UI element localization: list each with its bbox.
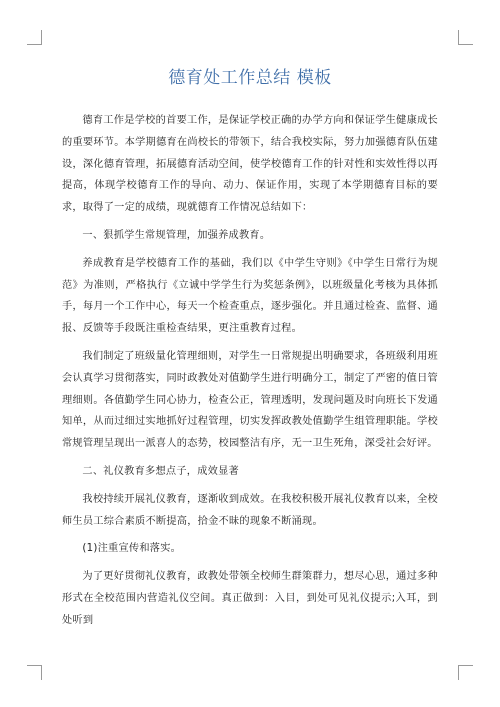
crop-mark-bottom-left bbox=[27, 665, 42, 680]
crop-mark-bottom-right bbox=[458, 665, 473, 680]
document-title: 德育处工作总结 模板 bbox=[168, 68, 332, 88]
document-body bbox=[62, 110, 438, 638]
section-heading-2: 二、礼仪教育多想点子，成效显著 bbox=[82, 465, 239, 477]
section-heading-1: 一、狠抓学生常规管理，加强养成教育。 bbox=[82, 229, 271, 241]
paragraph: 养成教育是学校德育工作的基础，我们以《中学生守则》《中学生日常行为规范》为准则，严格执行《立诚中学学生行为奖惩条例》，以班级量化考核为具体抓手，每月一个工作中心，每天一个检查重点，逐步强化。并且通过检查、监督、通报、反馈等手段既注重检查结果，更注重教育过程。 bbox=[62, 257, 438, 335]
paragraph: 我校持续开展礼仪教育，逐渐收到成效。在我校积极开展礼仪教育以来，全校师生员工综合素质不断提高，拾金不昧的现象不断涌现。 bbox=[62, 493, 438, 527]
paragraph: 我们制定了班级量化管理细则，对学生一日常规提出明确要求，各班级利用班会认真学习贯彻落实，同时政教处对值勤学生进行明确分工，制定了严密的值日管理细则。各值勤学生同心协力，检查公正，管理透明，发现问题及时向班长下发通知单，从而过细过实地抓好过程管理，切实发挥政教处值勤学生组管理职能。学校常规管理呈现出一派喜人的态势，校园整洁有序，无一卫生死角，深受社会好评。 bbox=[62, 350, 438, 450]
crop-mark-top-right bbox=[458, 30, 473, 45]
crop-mark-top-left bbox=[27, 30, 42, 45]
paragraph-intro: 德育工作是学校的首要工作，是保证学校正确的办学方向和保证学生健康成长的重要环节。本学期德育在尚校长的带领下，结合我校实际，努力加强德育队伍建设，深化德育管理，拓展德育活动空间，使学校德育工作的针对性和实效性得以再提高，体现学校德育工作的导向、动力、保证作用，实现了本学期德育目标的要求，取得了一定的成绩，现就德育工作情况总结如下： bbox=[62, 115, 438, 214]
paragraph: 为了更好贯彻礼仪教育，政教处带领全校师生群策群力，想尽心思，通过多种形式在全校范围内营造礼仪空间。真正做到：入目，到处可见礼仪提示;入耳，到处听到 bbox=[62, 571, 438, 626]
subsection-heading: (1)注重宣传和落实。 bbox=[82, 543, 182, 555]
